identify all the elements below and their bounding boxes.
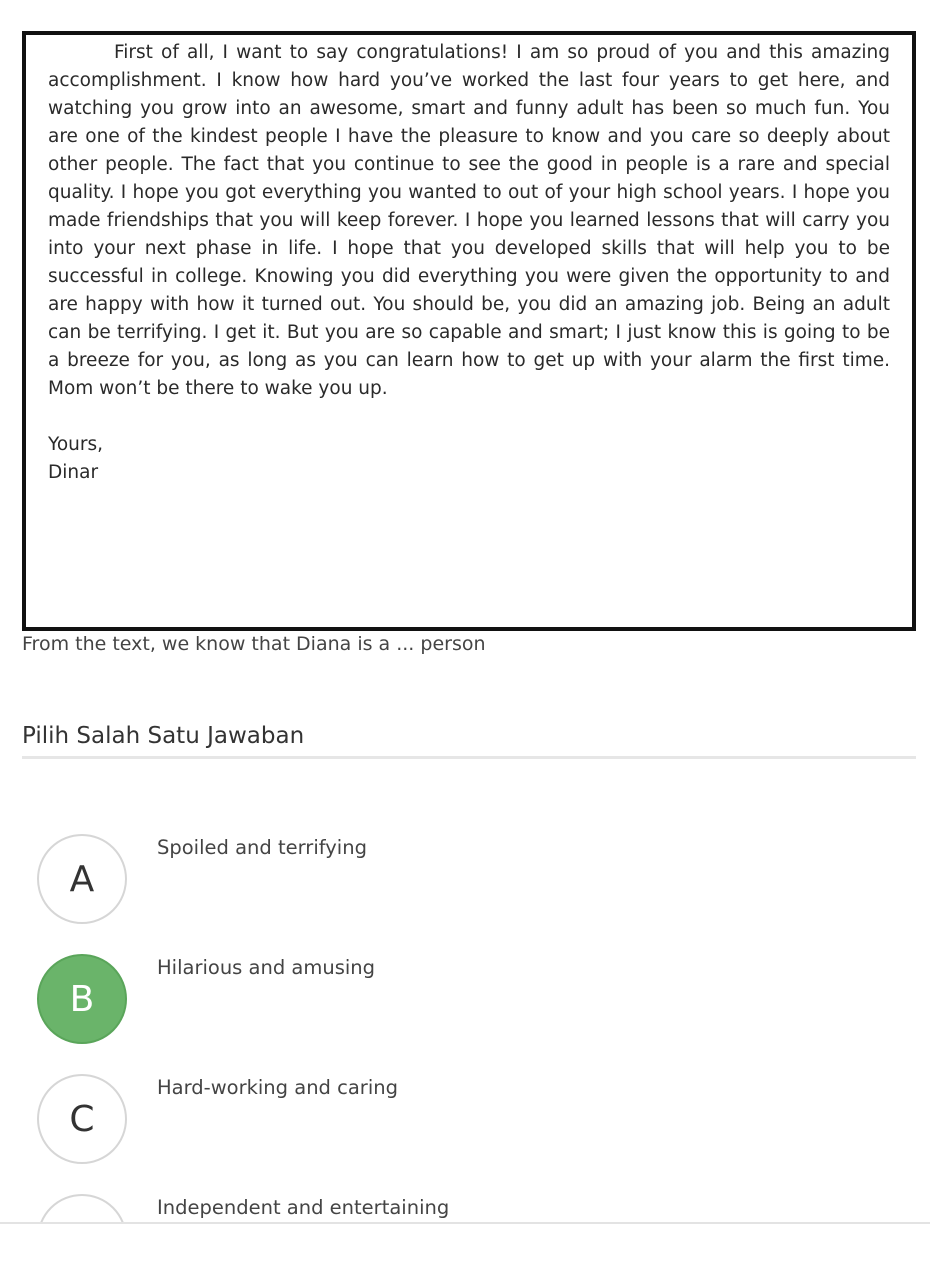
bottom-bar (0, 1222, 930, 1269)
option-a-text[interactable]: Spoiled and terrifying (157, 836, 367, 859)
option-b-circle[interactable]: B (37, 954, 127, 1044)
option-a-circle[interactable]: A (37, 834, 127, 924)
answer-option-c[interactable] (37, 1074, 907, 1166)
option-c-text[interactable]: Hard-working and caring (157, 1076, 398, 1099)
answer-section-title: Pilih Salah Satu Jawaban (22, 723, 305, 749)
passage-body: First of all, I want to say congratulations! I am so proud of you and this amazing accomplishment. I know how hard you’ve worked the last four years to get here, and watching you grow into an awesome, smart and funny adult has been so much fun. You are one of the kindest people I have the pleasure to know and you care so deeply about other people. The fact that you continue to see the good in people is a rare and special quality. I hope you got everything you wanted to out of your high school years. I hope you made friendships that you will keep forever. I hope you learned lessons that will carry you into your next phase in life. I hope that you developed skills that will help you to be successful in college. Knowing you did everything you were given the opportunity to and are happy with how it turned out. You should be, you did an amazing job. Being an adult can be terrifying. I get it. But you are so capable and smart; I just know this is going to be a breeze for you, as long as you can learn how to get up with your alarm the first time. Mom won’t be there to wake you up. (48, 42, 890, 399)
closing-salutation: Yours, (48, 434, 104, 455)
option-b-text[interactable]: Hilarious and amusing (157, 956, 376, 979)
option-d-text[interactable]: Independent and entertaining (157, 1196, 450, 1219)
answer-option-b[interactable] (37, 954, 907, 1046)
question-text: From the text, we know that Diana is a ... person (22, 633, 486, 655)
section-divider (22, 756, 916, 759)
option-c-circle[interactable]: C (37, 1074, 127, 1164)
answer-option-a[interactable] (37, 834, 907, 926)
signature: Dinar (48, 462, 99, 483)
letter-closing (48, 431, 890, 487)
reading-passage (48, 39, 890, 487)
reading-passage-box (22, 31, 916, 631)
